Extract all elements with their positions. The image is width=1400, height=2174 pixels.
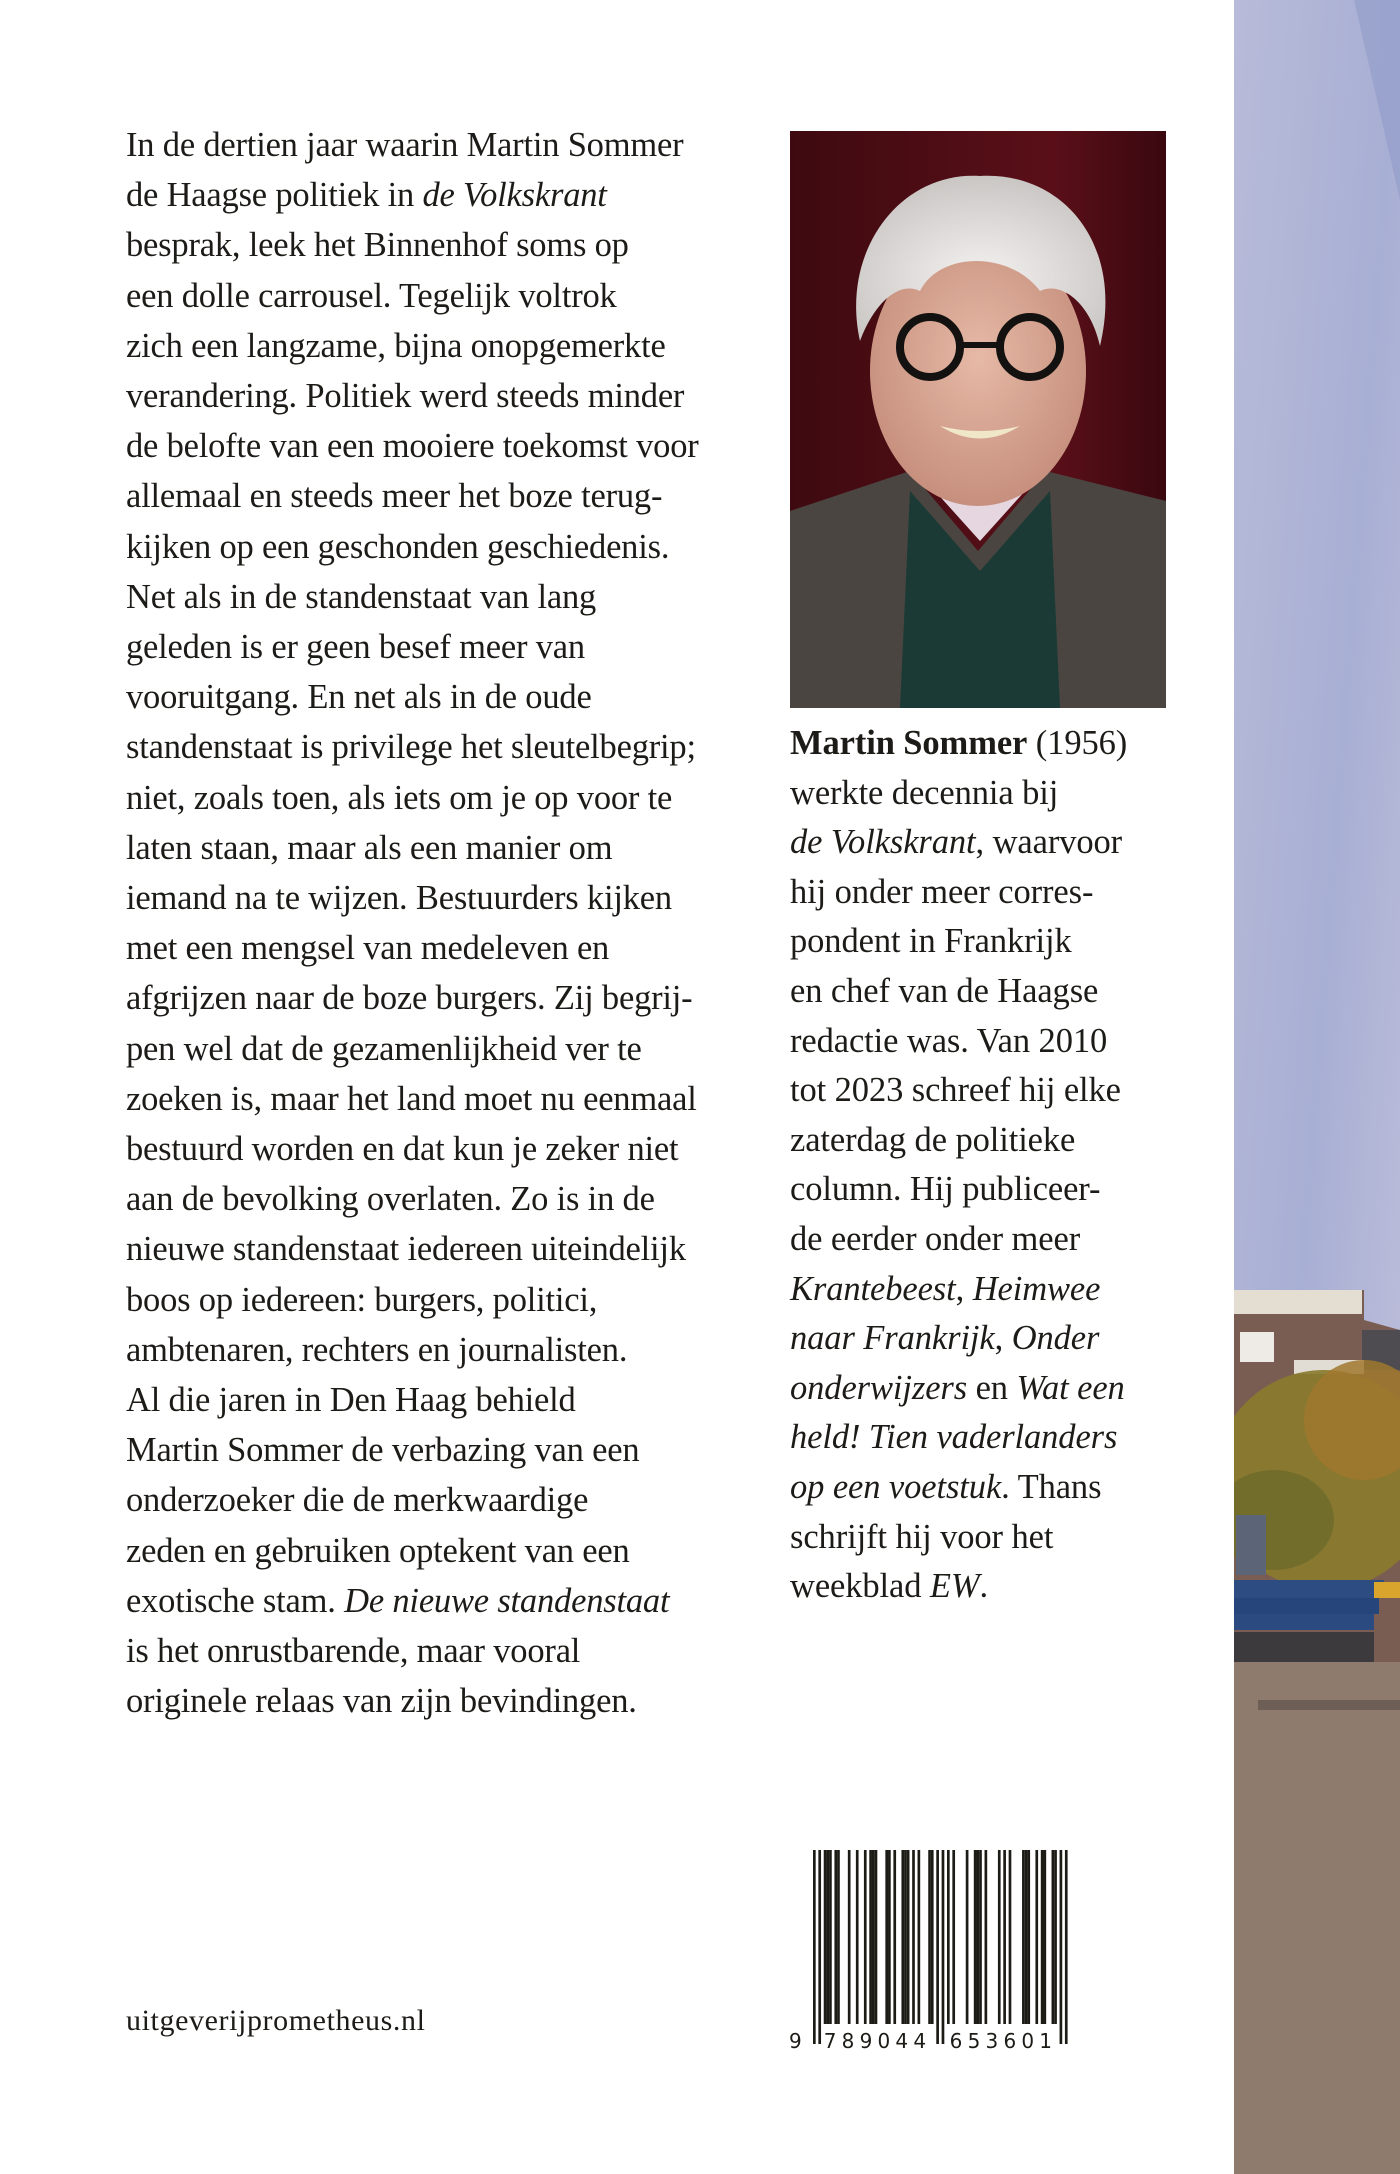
text-run: bestuurd worden en dat kun je zeker niet	[126, 1130, 679, 1169]
text-run: zeden en gebruiken optekent van een	[126, 1531, 630, 1570]
blurb-line	[126, 1576, 766, 1626]
text-run: redactie was. Van 2010	[790, 1021, 1108, 1060]
blurb-line	[126, 823, 766, 873]
barcode-bar	[947, 1850, 950, 2024]
blurb-line	[126, 271, 766, 321]
barcode-bar	[942, 1850, 945, 2044]
author-name: Martin Sommer	[790, 724, 1028, 762]
text-run: afgrijzen naar de boze burgers. Zij begrij-	[126, 979, 693, 1018]
text-run: weekblad	[790, 1567, 930, 1606]
barcode-bar	[928, 1850, 931, 2024]
bio-line	[790, 1116, 1190, 1166]
bio-line	[790, 769, 1190, 819]
author-bio	[790, 719, 1190, 1612]
blurb-line	[126, 371, 766, 421]
barcode-bar	[1003, 1850, 1006, 2024]
blurb-line	[126, 1024, 766, 1074]
text-run: de belofte van een mooiere toekomst voor	[126, 427, 699, 466]
barcode-bar	[872, 1850, 875, 2024]
barcode-bar	[912, 1850, 915, 2024]
barcode-bar	[952, 1850, 955, 2024]
blurb-line	[126, 1475, 766, 1525]
barcode-bar	[1052, 1850, 1055, 2024]
blurb-line	[126, 1224, 766, 1274]
bio-line	[790, 1066, 1190, 1116]
author-portrait	[790, 131, 1166, 708]
blurb-line	[126, 923, 766, 973]
text-run: (1956)	[1027, 724, 1128, 762]
isbn-barcode	[783, 1840, 1083, 2054]
blurb-line	[126, 773, 766, 823]
bio-line	[790, 818, 1190, 868]
italic-title-text: de Volkskrant	[422, 176, 607, 215]
text-run: een dolle carrousel. Tegelijk voltrok	[126, 276, 617, 315]
barcode-bar	[1041, 1850, 1044, 2024]
blurb-line	[126, 522, 766, 572]
blurb-line	[126, 1325, 766, 1375]
text-run: en	[967, 1368, 1017, 1407]
bio-line	[790, 1463, 1190, 1513]
barcode-bar	[936, 1850, 939, 2044]
text-run: tot 2023 schreef hij elke	[790, 1071, 1121, 1110]
text-run: exotische stam.	[126, 1581, 345, 1620]
text-run: ,	[994, 1319, 1012, 1358]
blurb-line	[126, 170, 766, 220]
italic-title-text: held! Tien vaderlanders	[790, 1418, 1118, 1457]
blurb-line	[126, 1526, 766, 1576]
street-scene-photo	[1234, 0, 1400, 2174]
barcode-bar	[829, 1850, 832, 2024]
text-run: pen wel dat de gezamenlijkheid ver te	[126, 1029, 642, 1068]
barcode-bar	[1027, 1850, 1030, 2024]
text-run: werkte decennia bij	[790, 773, 1059, 812]
barcode-bar	[1022, 1850, 1025, 2024]
barcode-digits: 9	[789, 2029, 807, 2053]
text-run: Martin Sommer de verbazing van een	[126, 1431, 640, 1470]
blurb-line	[126, 672, 766, 722]
bio-line	[790, 917, 1190, 967]
barcode-bar	[837, 1850, 840, 2024]
blurb-line	[126, 572, 766, 622]
blurb-line	[126, 1124, 766, 1174]
barcode-bar	[1025, 1850, 1028, 2024]
text-run: In de dertien jaar waarin Martin Sommer	[126, 126, 684, 164]
barcode-graphic	[783, 1840, 1083, 2054]
blurb-line	[126, 722, 766, 772]
text-run: geleden is er geen besef meer van	[126, 628, 585, 667]
blurb-line	[126, 873, 766, 923]
barcode-bar	[931, 1850, 934, 2024]
text-run: Net als in de standenstaat van lang	[126, 577, 597, 616]
cover-photo-strip	[1234, 0, 1400, 2174]
barcode-bar	[893, 1850, 896, 2024]
barcode-bar	[864, 1850, 867, 2024]
bio-line	[790, 1513, 1190, 1563]
blurb-line	[126, 471, 766, 521]
text-run: besprak, leek het Binnenhof soms op	[126, 226, 629, 265]
barcode-digits: 653601	[949, 2029, 1058, 2053]
text-run: niet, zoals toen, als iets om je op voor te	[126, 778, 673, 817]
blurb-line	[126, 220, 766, 270]
text-run: column. Hij publiceer-	[790, 1170, 1101, 1209]
barcode-bar	[907, 1850, 910, 2024]
barcode-bar	[1043, 1850, 1046, 2024]
italic-title-text: EW	[929, 1567, 980, 1606]
barcode-bar	[979, 1850, 982, 2024]
barcode-bar	[985, 1850, 988, 2024]
blurb-line	[126, 1676, 766, 1726]
blurb-text	[126, 120, 766, 1727]
text-run: pondent in Frankrijk	[790, 922, 1072, 961]
barcode-bar	[834, 1850, 837, 2024]
barcode-bar	[885, 1850, 888, 2024]
barcode-bar	[824, 1850, 827, 2024]
text-run: zaterdag de politieke	[790, 1120, 1076, 1159]
italic-title-text: op een voetstuk	[790, 1467, 1002, 1506]
text-run: .	[979, 1567, 989, 1606]
text-run: zoeken is, maar het land moet nu eenmaal	[126, 1079, 697, 1118]
blurb-line	[126, 1174, 766, 1224]
barcode-bar	[998, 1850, 1001, 2024]
text-run: Al die jaren in Den Haag behield	[126, 1381, 576, 1420]
italic-title-text: De nieuwe standenstaat	[344, 1581, 670, 1620]
bio-line	[790, 1017, 1190, 1067]
barcode-bar	[974, 1850, 977, 2024]
blurb-line	[126, 1375, 766, 1425]
publisher-url[interactable]: uitgeverijprometheus.nl	[126, 2004, 426, 2037]
blurb-line	[126, 1275, 766, 1325]
barcode-bar	[966, 1850, 969, 2024]
author-photo	[790, 131, 1166, 708]
bio-line	[790, 1215, 1190, 1265]
blurb-line	[126, 1074, 766, 1124]
text-run: iemand na te wijzen. Bestuurders kijken	[126, 879, 672, 918]
text-run: de eerder onder meer	[790, 1219, 1081, 1258]
text-run: ambtenaren, rechters en journalisten.	[126, 1330, 628, 1369]
text-run: boos op iedereen: burgers, politici,	[126, 1280, 598, 1319]
barcode-bar	[1009, 1850, 1012, 2024]
bio-line	[790, 1265, 1190, 1315]
blurb-line	[126, 973, 766, 1023]
barcode-bar	[1060, 1850, 1063, 2044]
barcode-bar	[856, 1850, 859, 2024]
text-run: de Haagse politiek in	[126, 176, 423, 215]
barcode-bar	[904, 1850, 907, 2024]
barcode-bar	[888, 1850, 891, 2024]
italic-title-text: Krantebeest	[790, 1269, 956, 1308]
bio-line	[790, 1314, 1190, 1364]
text-run: allemaal en steeds meer het boze terug-	[126, 477, 663, 516]
bio-line	[790, 967, 1190, 1017]
bio-line	[790, 1562, 1190, 1612]
blurb-line	[126, 120, 766, 170]
barcode-bar	[918, 1850, 921, 2024]
text-run: aan de bevolking overlaten. Zo is in de	[126, 1180, 655, 1219]
blurb-line	[126, 622, 766, 672]
bio-line	[790, 1364, 1190, 1414]
text-run: schrijft hij voor het	[790, 1517, 1054, 1556]
text-run: onderzoeker die de merkwaardige	[126, 1481, 589, 1520]
text-run: laten staan, maar als een manier om	[126, 828, 613, 867]
blurb-line	[126, 321, 766, 371]
barcode-bar	[826, 1850, 829, 2024]
italic-title-text: Heimwee	[972, 1269, 1101, 1308]
text-run: met een mengsel van medeleven en	[126, 929, 610, 968]
text-run: ,	[955, 1269, 973, 1308]
barcode-bar	[1035, 1850, 1038, 2024]
text-run: hij onder meer corres-	[790, 872, 1094, 911]
text-run: standenstaat is privilege het sleutelbegrip;	[126, 728, 696, 767]
barcode-bar	[869, 1850, 872, 2024]
bio-line	[790, 1165, 1190, 1215]
text-run: originele relaas van zijn bevindingen.	[126, 1682, 637, 1721]
text-run: . Thans	[1001, 1467, 1102, 1506]
barcode-bar	[976, 1850, 979, 2024]
barcode-bar	[901, 1850, 904, 2024]
blurb-line	[126, 1425, 766, 1475]
barcode-bar	[1065, 1850, 1068, 2044]
barcode-bar	[813, 1850, 816, 2044]
bio-line	[790, 868, 1190, 918]
bio-line	[790, 719, 1190, 769]
barcode-digits: 789044	[823, 2029, 932, 2053]
text-run: is het onrustbarende, maar vooral	[126, 1632, 581, 1671]
blurb-line	[126, 1626, 766, 1676]
italic-title-text: Wat een	[1016, 1368, 1125, 1407]
text-run: kijken op een geschonden geschiedenis.	[126, 527, 670, 566]
barcode-bar	[1054, 1850, 1057, 2024]
text-run: vooruitgang. En net als in de oude	[126, 678, 592, 717]
barcode-bar	[818, 1850, 821, 2044]
blurb-line	[126, 421, 766, 471]
text-run: verandering. Politiek werd steeds minder	[126, 377, 685, 416]
italic-title-text: onderwijzers	[790, 1368, 968, 1407]
text-run: en chef van de Haagse	[790, 971, 1099, 1010]
bio-line	[790, 1413, 1190, 1463]
text-run: zich een langzame, bijna onopgemerkte	[126, 326, 666, 365]
italic-title-text: de Volkskrant	[790, 823, 976, 862]
barcode-bar	[875, 1850, 878, 2024]
italic-title-text: Onder	[1011, 1319, 1100, 1358]
barcode-bar	[848, 1850, 851, 2024]
text-run: , waarvoor	[975, 823, 1123, 862]
italic-title-text: naar Frankrijk	[790, 1319, 995, 1358]
text-run: nieuwe standenstaat iedereen uiteindelijk	[126, 1230, 686, 1269]
